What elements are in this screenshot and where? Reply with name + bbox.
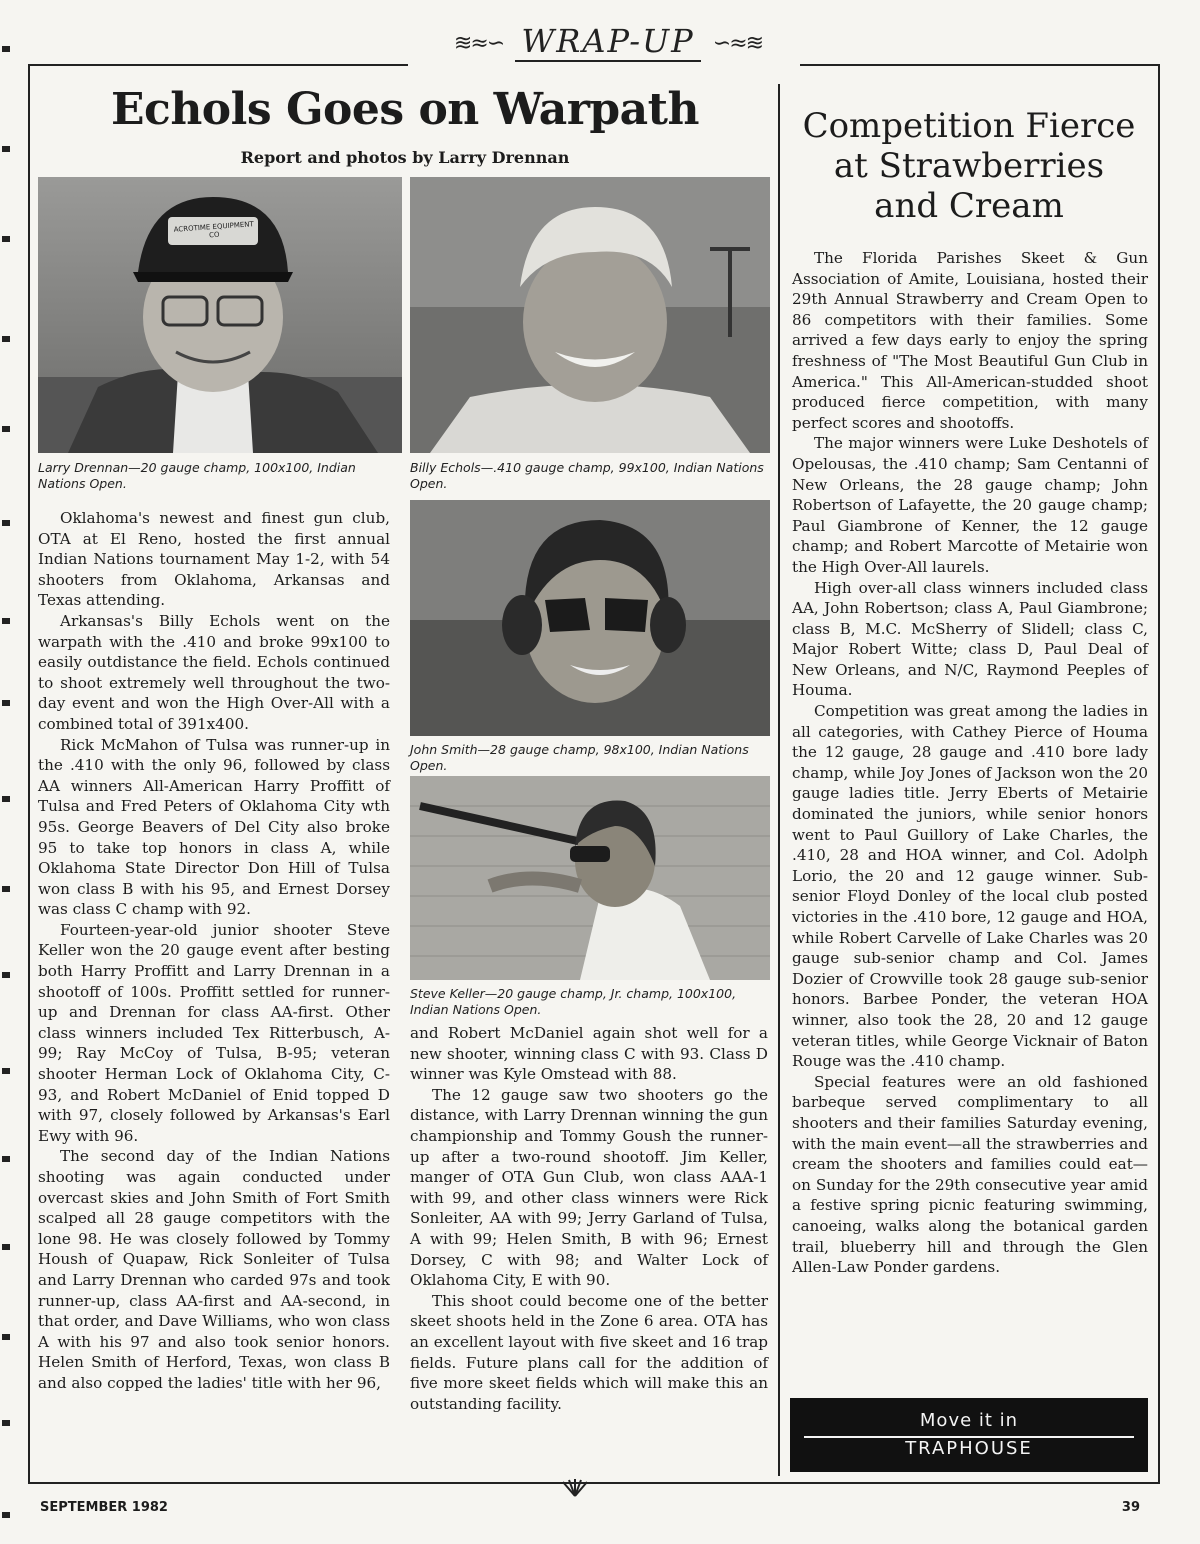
photo-steve-keller	[410, 776, 770, 980]
end-mark-icon	[555, 1478, 595, 1498]
paragraph: The major winners were Luke Deshotels of Opelousas, the .410 champ; Sam Centanni of New Orleans, the 28 gauge champ; John Robertson of Lafayette, the 20 gauge champ; Paul Giambrone of Kenner, the 12 gauge champ; and Robert Marcotte of Metairie won the High Over-All laurels.	[792, 434, 1148, 576]
paragraph: and Robert McDaniel again shot well for a new shooter, winning class C with 93. Class D winner was Kyle Omstead with 88.	[410, 1024, 768, 1084]
paragraph: Oklahoma's newest and finest gun club, OTA at El Reno, hosted the first annual Indian Nations tournament May 1-2, with 54 shooters from Oklahoma, Arkansas and Texas attending.	[38, 509, 390, 610]
paragraph: This shoot could become one of the better skeet shoots held in the Zone 6 area. OTA has an excellent layout with five skeet and 16 trap fields. Future plans call for the addition of five more skeet fields which will make this an outstanding facility.	[410, 1291, 768, 1413]
footer-date: SEPTEMBER 1982	[40, 1500, 168, 1515]
article-column-2	[410, 1023, 768, 1414]
caption-larry-drennan: Larry Drennan—20 gauge champ, 100x100, Indian Nations Open.	[38, 460, 356, 491]
binder-mark	[2, 972, 10, 978]
section-header	[28, 22, 1158, 62]
paragraph: The second day of the Indian Nations shooting was again conducted under overcast skies and John Smith of Fort Smith scalped all 28 gauge competitors with the lone 98. He was closely followed by Tommy Housh of Quapaw, Rick Sonleiter of Tulsa and Larry Drennan who carded 97s and took runner-up, class AA-first and AA-second, in that order, and Dave Williams, who won class A with his 97 and also took senior honors. Helen Smith of Herford, Texas, won class B and also copped the ladies' title with her 96,	[38, 1147, 390, 1392]
paragraph: High over-all class winners included class AA, John Robertson; class A, Paul Giambrone; class B, M.C. McSherry of Slidell; class C, Major Robert Witte; class D, Paul Deal of New Orleans, and N/C, Raymond Peeples of Houma.	[792, 578, 1148, 700]
paragraph: Special features were an old fashioned barbeque served complimentary to all shooters and their families Saturday evening, with the main event—all the strawberries and cream the shooters and families could eat—on Sunday for the 29th consecutive year amid a festive spring picnic featuring swimming, canoeing, walks along the botanical garden trail, blueberry hill and through the Glen Allen-Law Ponder gardens.	[792, 1072, 1148, 1277]
paragraph: Arkansas's Billy Echols went on the warpath with the .410 and broke 99x100 to easily outdistance the field. Echols continued to shoot extremely well throughout the two-day event and won the High Over-All with a combined total of 391x400.	[38, 611, 390, 733]
binder-mark	[2, 1068, 10, 1074]
binder-mark	[2, 146, 10, 152]
flourish-left: ≋≈∽	[453, 31, 504, 56]
binder-mark	[2, 336, 10, 342]
caption-billy-echols: Billy Echols—.410 gauge champ, 99x100, Indian Nations Open.	[410, 460, 764, 491]
binder-mark	[2, 1334, 10, 1340]
paragraph: The 12 gauge saw two shooters go the distance, with Larry Drennan winning the gun championship and Tommy Goush the runner-up after a two-round shootoff. Jim Keller, manger of OTA Gun Club, won class AAA-1 with 99, and other class winners were Rick Sonleiter, AA with 99; Jerry Garland of Tulsa, A with 99; Helen Smith, B with 96; Ernest Dorsey, C with 98; and Walter Lock of Oklahoma City, E with 90.	[410, 1085, 768, 1290]
right-headline-line: and Cream	[874, 186, 1064, 226]
binder-mark	[2, 886, 10, 892]
binder-mark	[2, 1512, 10, 1518]
cap-logo-text: ACROTIME EQUIPMENT CO	[173, 220, 255, 240]
traphouse-ad	[790, 1398, 1148, 1472]
page-number: 39	[1121, 1500, 1140, 1515]
flourish-right: ∽≈≋	[712, 31, 763, 56]
binder-mark	[2, 520, 10, 526]
binder-mark	[2, 1420, 10, 1426]
article-column-1	[38, 508, 390, 1394]
photo-john-smith	[410, 500, 770, 736]
right-headline	[790, 106, 1148, 226]
paragraph: Rick McMahon of Tulsa was runner-up in the .410 with the only 96, followed by class AA winners All-American Harry Proffitt of Tulsa and Fred Peters of Oklahoma City wth 95s. George Beavers of Del City also broke 95 to take top honors in class A, while Oklahoma State Director Don Hill of Tulsa won class B with his 95, and Ernest Dorsey was class C champ with 92.	[38, 735, 390, 919]
binder-mark	[2, 236, 10, 242]
binder-mark	[2, 1156, 10, 1162]
binder-mark	[2, 700, 10, 706]
binder-mark	[2, 1244, 10, 1250]
binder-mark	[2, 796, 10, 802]
ad-line-1: Move it in	[919, 1410, 1019, 1431]
ad-line-2: TRAPHOUSE	[905, 1438, 1033, 1459]
right-headline-line: at Strawberries	[833, 146, 1105, 186]
right-headline-line: Competition Fierce	[802, 106, 1136, 146]
binder-mark	[2, 618, 10, 624]
left-headline: Echols Goes on Warpath	[110, 84, 699, 135]
binder-mark	[2, 426, 10, 432]
binder-mark	[2, 46, 10, 52]
paragraph: The Florida Parishes Skeet & Gun Association of Amite, Louisiana, hosted their 29th Annual Strawberry and Cream Open to 86 competitors with their families. Some arrived a few days early to enjoy the spring freshness of "The Most Beautiful Gun Club in America." This All-American-studded shoot produced fierce competition, with many perfect scores and shootoffs.	[792, 249, 1148, 432]
photo-billy-echols	[410, 177, 770, 453]
photo-larry-drennan	[38, 177, 402, 453]
section-title	[418, 22, 798, 62]
section-title-text: WRAP-UP	[515, 22, 700, 62]
caption-steve-keller: Steve Keller—20 gauge champ, Jr. champ, 100x100, Indian Nations Open.	[410, 986, 737, 1017]
right-article-body	[792, 248, 1148, 1278]
paragraph: Competition was great among the ladies in all categories, with Cathey Pierce of Houma the 12 gauge, 28 gauge and .410 bore lady champ, while Joy Jones of Jackson won the 20 gauge ladies title. Jerry Eberts of Metairie dominated the juniors, while senior honors went to Paul Guillory of Lake Charles, the .410, 28 and HOA winner, and Col. Adolph Lorio, the 20 and 12 gauge winner. Sub-senior Floyd Donley of the local club posted victories in the .410 bore, 12 gauge and HOA, while Robert Carvelle of Lake Charles was 20 gauge sub-senior champ and Col. James Dozier of Crowville took 28 gauge sub-senior honors. Barbee Ponder, the veteran HOA winner, also took the 28, 20 and 12 gauge veteran titles, while George Vicknair of Baton Rouge was the .410 champ.	[792, 702, 1148, 1071]
column-divider	[778, 84, 780, 1476]
caption-john-smith: John Smith—28 gauge champ, 98x100, Indian Nations Open.	[410, 742, 749, 773]
paragraph: Fourteen-year-old junior shooter Steve Keller won the 20 gauge event after besting both Harry Proffitt and Larry Drennan in a shootoff of 100s. Proffitt settled for runner-up and Drennan for class AA-first. Other class winners included Tex Ritterbusch, A-99; Ray McCoy of Tulsa, B-95; veteran shooter Herman Lock of Oklahoma City, C-93, and Robert McDaniel of Enid topped D with 97, closely followed by Arkansas's Earl Ewy with 96.	[38, 920, 390, 1145]
byline: Report and photos by Larry Drennan	[240, 148, 570, 167]
